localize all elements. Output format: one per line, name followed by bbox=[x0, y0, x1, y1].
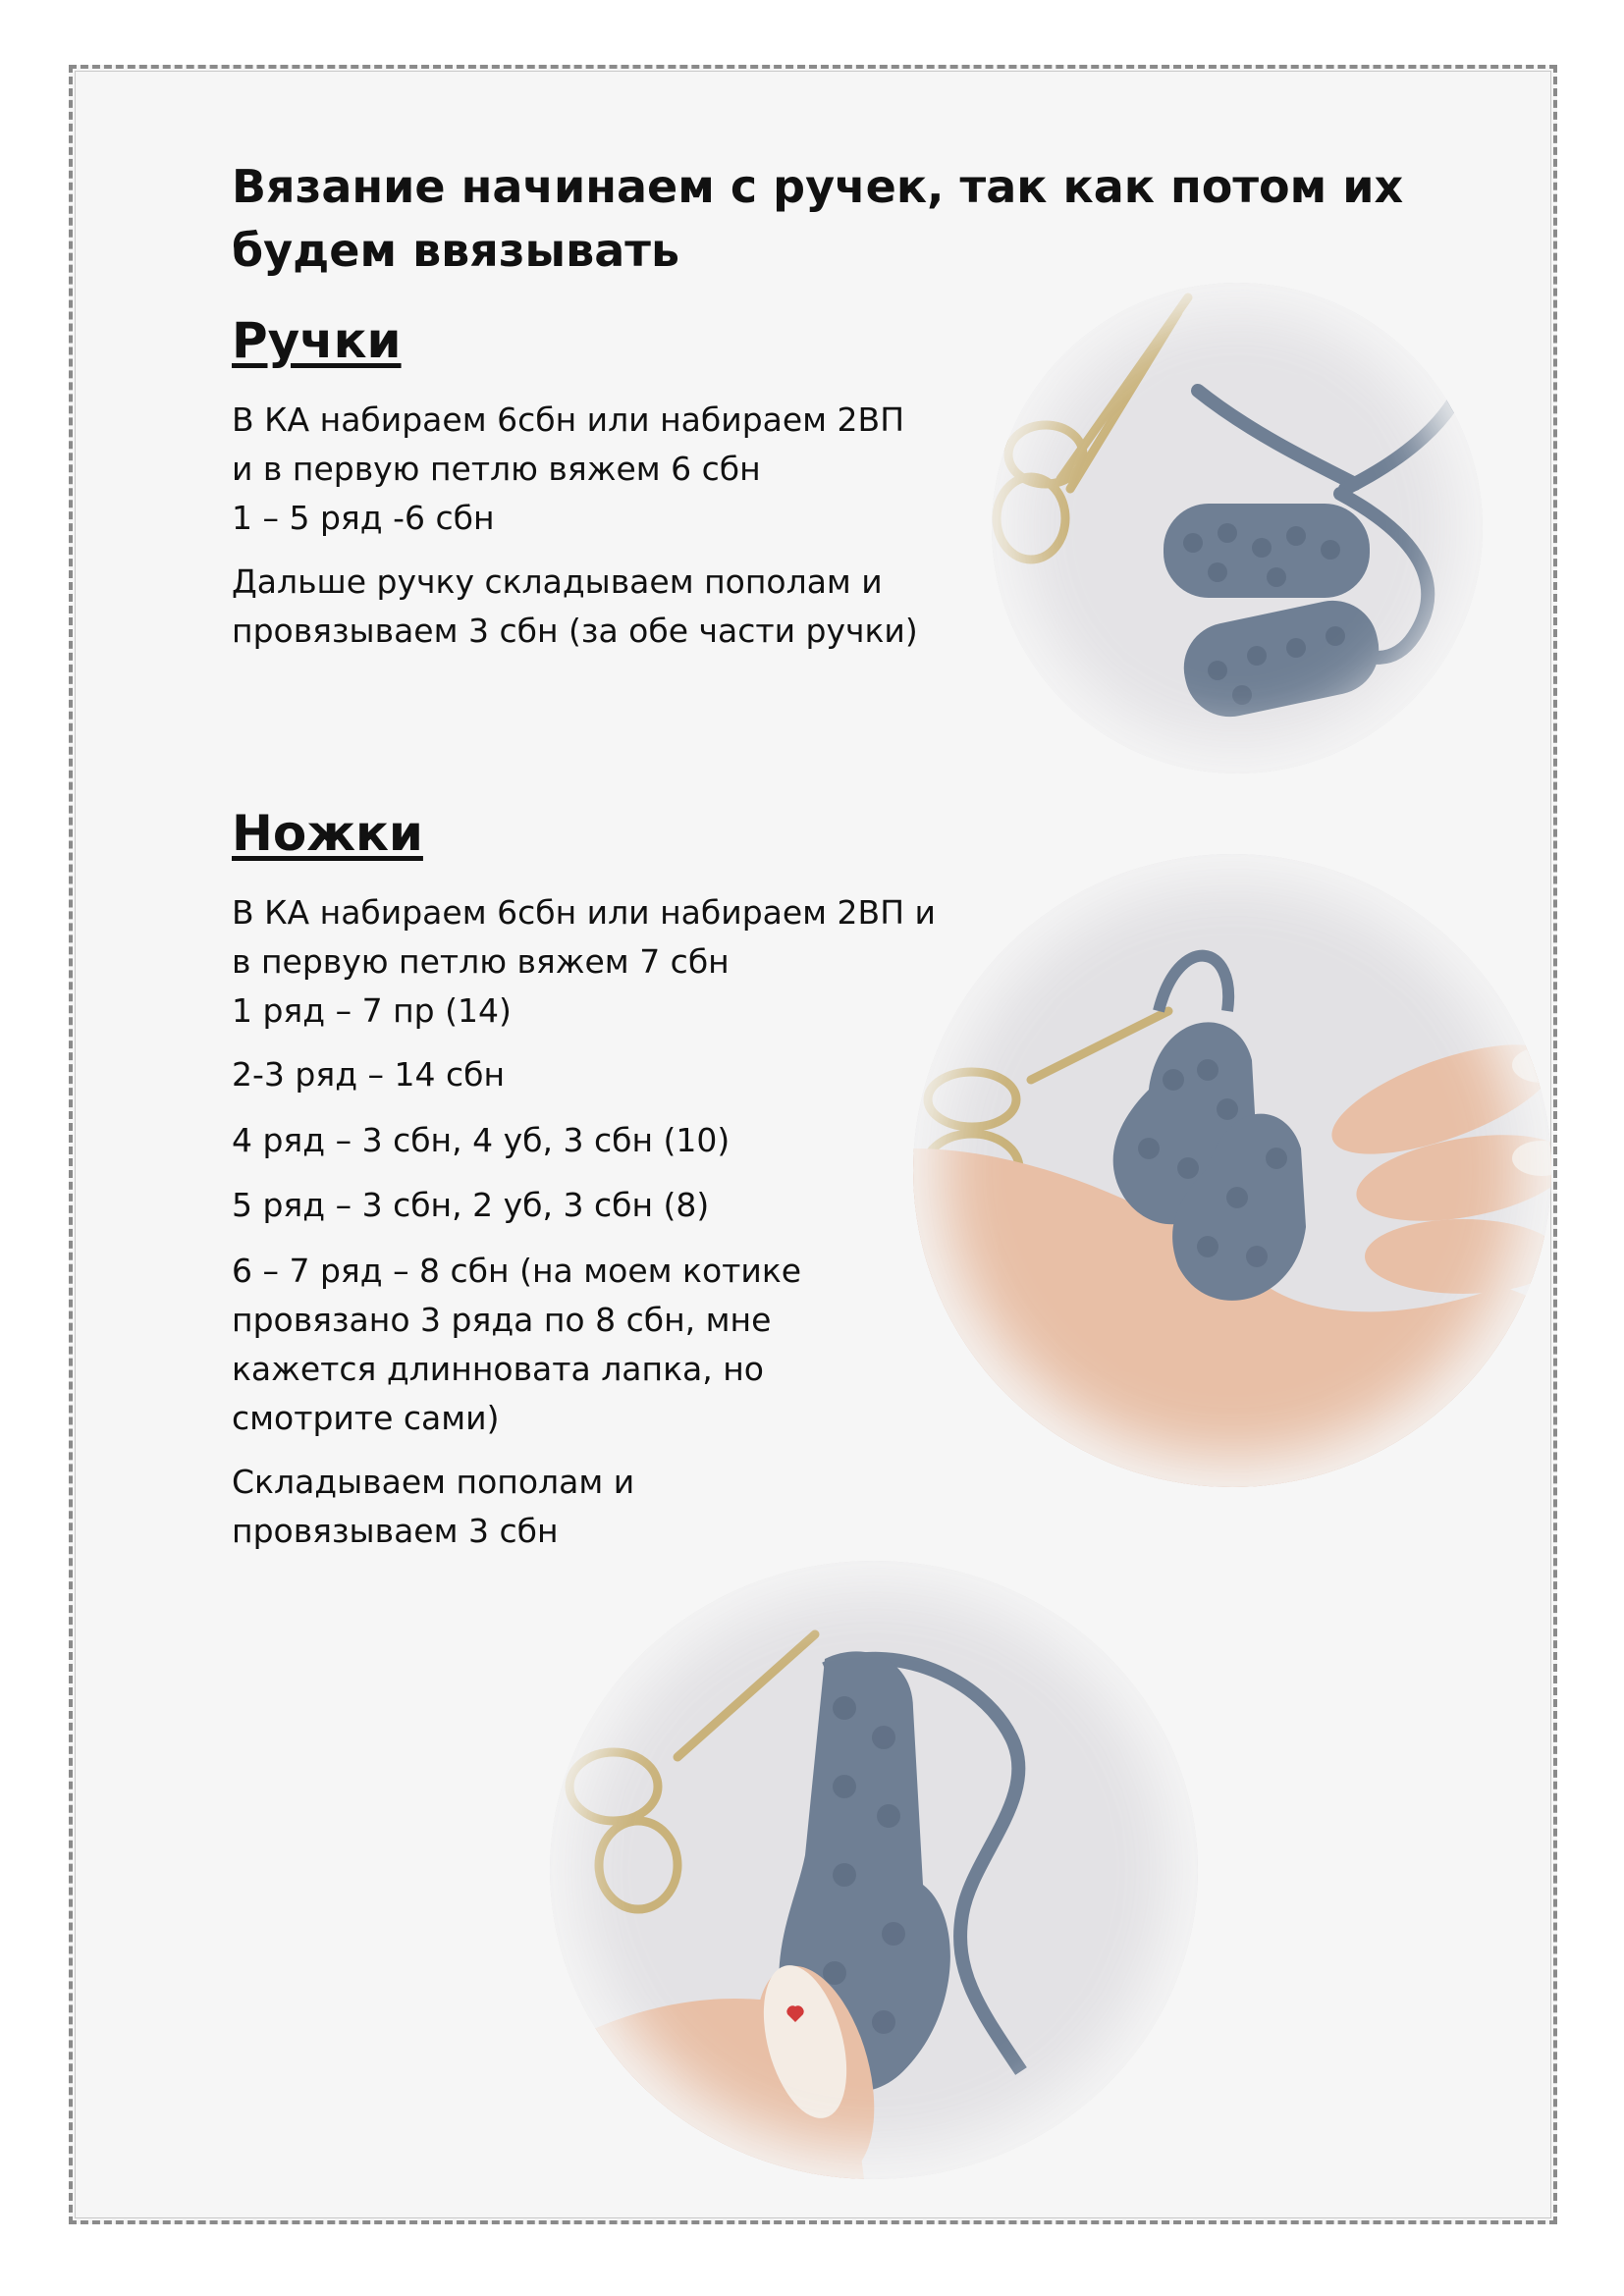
photo-legs-drawing bbox=[913, 854, 1551, 1487]
heading-line-2: будем ввязывать bbox=[232, 224, 680, 277]
arms-section-title: Ручки bbox=[232, 312, 402, 369]
arms-fold-instructions: Дальше ручку складываем пополам и провязываем 3 сбн (за обе части ручки) bbox=[232, 562, 918, 650]
legs-row-4: 4 ряд – 3 сбн, 4 уб, 3 сбн (10) bbox=[232, 1121, 731, 1159]
photo-legs-in-hand bbox=[913, 854, 1551, 1487]
legs-row-2-3: 2-3 ряд – 14 сбн bbox=[232, 1055, 506, 1094]
photo-folded-leg-drawing bbox=[550, 1561, 1198, 2179]
legs-section-title: Ножки bbox=[232, 805, 423, 862]
heading-line-1: Вязание начинаем с ручек, так как потом их bbox=[232, 160, 1404, 213]
legs-row-6-7: 6 – 7 ряд – 8 сбн (на моем котике провязано 3 ряда по 8 сбн, мне кажется длинновата лапка, но смотрите сами) bbox=[232, 1252, 802, 1437]
arms-instructions: В КА набираем 6сбн или набираем 2ВП и в первую петлю вяжем 6 сбн 1 – 5 ряд -6 сбн bbox=[232, 400, 905, 537]
photo-arms-drawing bbox=[992, 283, 1483, 774]
photo-folded-leg bbox=[550, 1561, 1198, 2179]
legs-instructions: В КА набираем 6сбн или набираем 2ВП и в первую петлю вяжем 7 сбн 1 ряд – 7 пр (14) bbox=[232, 893, 936, 1030]
legs-fold-instructions: Складываем пополам и провязываем 3 сбн bbox=[232, 1463, 635, 1550]
page-heading bbox=[232, 155, 1469, 283]
photo-arms bbox=[992, 283, 1483, 774]
legs-row-5: 5 ряд – 3 сбн, 2 уб, 3 сбн (8) bbox=[232, 1186, 710, 1224]
